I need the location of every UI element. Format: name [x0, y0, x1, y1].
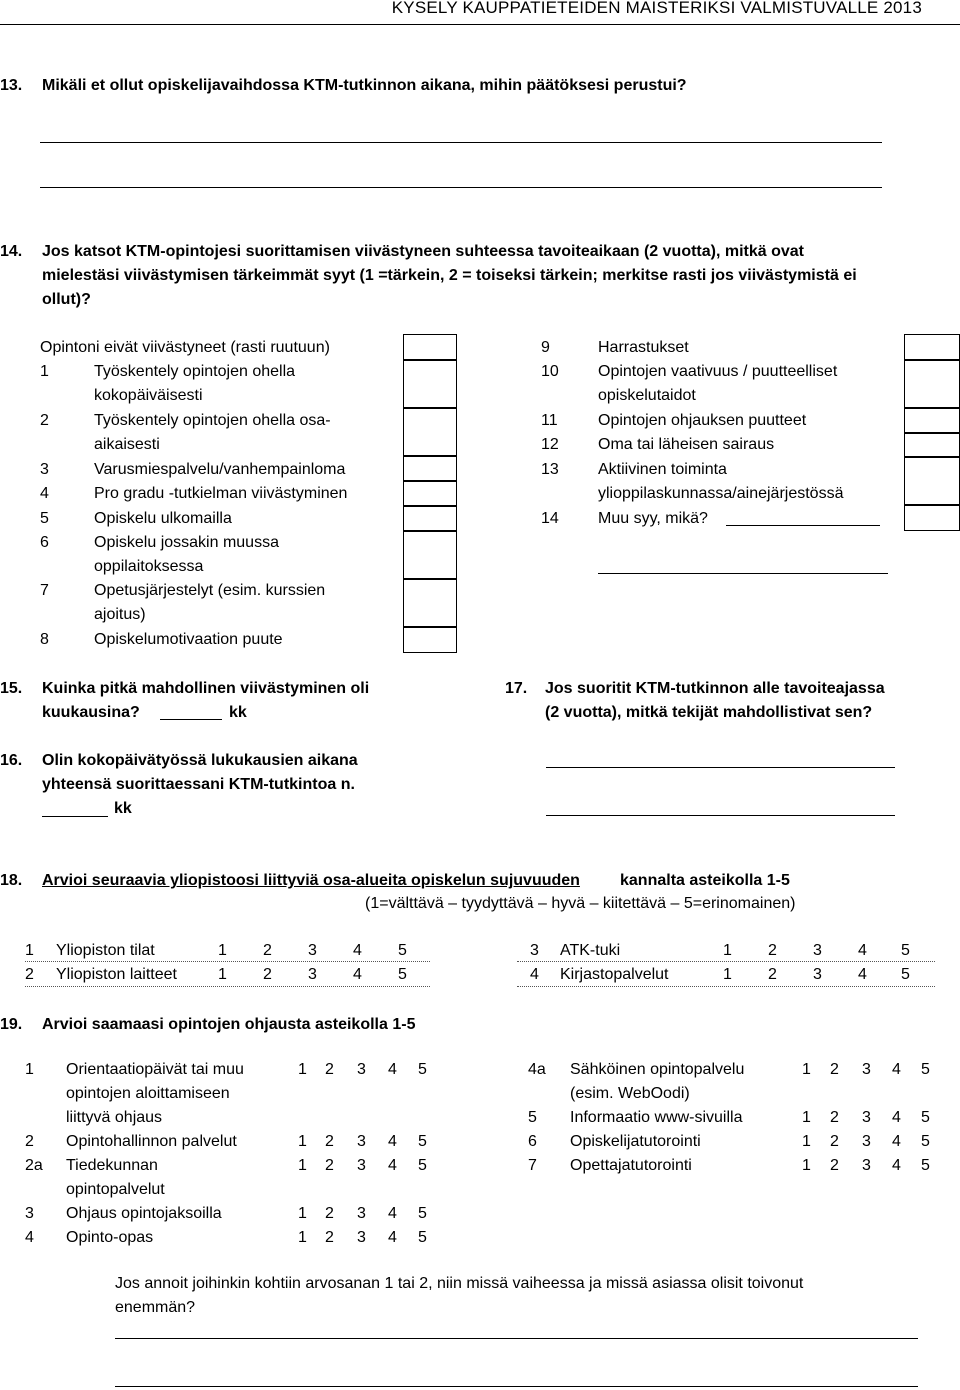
q14-answer-box[interactable]	[403, 627, 457, 653]
q19-item-label: opintojen aloittamiseen	[66, 1085, 230, 1102]
q19-rating-2[interactable]: 2	[325, 1133, 334, 1150]
q14-opt-label: Aktiivinen toiminta	[598, 461, 727, 478]
q19-item-label: Opiskelijatutorointi	[570, 1133, 701, 1150]
q14-opt-num: 2	[40, 412, 49, 429]
q18-rating-4[interactable]: 4	[858, 966, 867, 983]
q14-opt-label: Pro gradu -tutkielman viivästyminen	[94, 485, 348, 502]
q18-rating-1[interactable]: 1	[218, 942, 227, 959]
q19-item-label: Opettajatutorointi	[570, 1157, 692, 1174]
q19-rating-3[interactable]: 3	[357, 1229, 366, 1246]
q19-rating-1[interactable]: 1	[298, 1205, 307, 1222]
q19-rating-4[interactable]: 4	[388, 1205, 397, 1222]
q17-question-line-2: (2 vuotta), mitkä tekijät mahdollistivat sen?	[545, 704, 873, 721]
q19-rating-2[interactable]: 2	[325, 1061, 334, 1078]
q14-question-line-1: Jos katsot KTM-opintojesi suorittamisen viivästyneen suhteessa tavoiteaikaan (2 vuotta), mitkä ovat	[42, 243, 804, 260]
q19-item-num: 5	[528, 1109, 537, 1126]
q14-opt-label: Opintojen vaativuus / puutteelliset	[598, 363, 838, 380]
q19-rating-2[interactable]: 2	[325, 1229, 334, 1246]
q19-rating-2[interactable]: 2	[325, 1157, 334, 1174]
q14-answer-box[interactable]	[904, 433, 960, 457]
q14-opt-num: 3	[40, 461, 49, 478]
q15-unit: kk	[229, 704, 247, 721]
q14-opt-num: 4	[40, 485, 49, 502]
q14-opt-num: 11	[541, 412, 558, 429]
q17-answer-line-1[interactable]	[546, 767, 895, 768]
q18-rating-5[interactable]: 5	[901, 942, 910, 959]
q19-item-label: Orientaatiopäivät tai muu	[66, 1061, 244, 1078]
q13-number: 13.	[0, 77, 23, 94]
q15-question-line-1: Kuinka pitkä mahdollinen viivästyminen oli	[42, 680, 370, 697]
q18-row-divider	[517, 961, 935, 962]
q18-rating-5[interactable]: 5	[901, 966, 910, 983]
q14-number: 14.	[0, 243, 23, 260]
q14-opt-label: opiskelutaidot	[598, 387, 696, 404]
q19-rating-5[interactable]: 5	[921, 1133, 930, 1150]
q18-rating-2[interactable]: 2	[768, 966, 777, 983]
q19-item-label: Tiedekunnan	[66, 1157, 158, 1174]
q18-item-num: 1	[25, 942, 34, 959]
q14-opt-label: Työskentely opintojen ohella osa-	[94, 412, 331, 429]
q19-item-label: (esim. WebOodi)	[570, 1085, 690, 1102]
q18-item-label: Yliopiston tilat	[56, 942, 155, 959]
q19-followup-line-1: Jos annoit joihinkin kohtiin arvosanan 1 tai 2, niin missä vaiheessa ja missä asiassa olisit toivonut	[115, 1275, 804, 1292]
q19-rating-4[interactable]: 4	[892, 1061, 901, 1078]
q19-rating-5[interactable]: 5	[418, 1229, 427, 1246]
q14-answer-box[interactable]	[403, 456, 457, 481]
q19-item-label: Opinto-opas	[66, 1229, 154, 1246]
q19-rating-3[interactable]: 3	[357, 1133, 366, 1150]
q18-item-label: ATK-tuki	[560, 942, 621, 959]
q19-followup-line-2: enemmän?	[115, 1299, 196, 1316]
q14-opt-label: Opintojen ohjauksen puutteet	[598, 412, 807, 429]
q14-opt-label: Opiskelu ulkomailla	[94, 510, 232, 527]
q19-item-num: 4	[25, 1229, 34, 1246]
q19-rating-3[interactable]: 3	[357, 1157, 366, 1174]
q19-rating-5[interactable]: 5	[418, 1133, 427, 1150]
q18-rating-3[interactable]: 3	[813, 942, 822, 959]
q19-rating-1[interactable]: 1	[802, 1133, 811, 1150]
q18-rating-5[interactable]: 5	[398, 942, 407, 959]
q19-rating-4[interactable]: 4	[388, 1061, 397, 1078]
q18-number: 18.	[0, 872, 23, 889]
q14-opt-label: oppilaitoksessa	[94, 558, 204, 575]
q16-question-line-2: yhteensä suorittaessani KTM-tutkintoa n.	[42, 776, 355, 793]
header-rule	[0, 24, 960, 25]
q14-opt-label: Opetusjärjestelyt (esim. kurssien	[94, 582, 326, 599]
q14-opt-label: ajoitus)	[94, 606, 146, 623]
document-header: KYSELY KAUPPATIETEIDEN MAISTERIKSI VALMISTUVALLE 2013	[391, 0, 922, 17]
q19-rating-4[interactable]: 4	[388, 1157, 397, 1174]
q19-item-num: 2a	[25, 1157, 43, 1174]
q18-rating-1[interactable]: 1	[723, 966, 732, 983]
q19-rating-2[interactable]: 2	[830, 1157, 839, 1174]
q14-opt-num: 6	[40, 534, 49, 551]
q14-opt-label: kokopäiväisesti	[94, 387, 203, 404]
q17-question-line-1: Jos suoritit KTM-tutkinnon alle tavoiteajassa	[545, 680, 885, 697]
q14-opt-num: 12	[541, 436, 559, 453]
q19-followup-answer-line-2[interactable]	[115, 1386, 918, 1387]
q19-rating-5[interactable]: 5	[921, 1061, 930, 1078]
q18-rating-2[interactable]: 2	[768, 942, 777, 959]
q19-item-label: liittyvä ohjaus	[66, 1109, 163, 1126]
q18-rating-4[interactable]: 4	[353, 942, 362, 959]
q18-rating-2[interactable]: 2	[263, 966, 272, 983]
q19-rating-1[interactable]: 1	[802, 1109, 811, 1126]
q14-opt-label: Opiskelu jossakin muussa	[94, 534, 279, 551]
q18-item-num: 3	[530, 942, 539, 959]
q14-answer-box[interactable]	[403, 506, 457, 531]
q18-scale: (1=välttävä – tyydyttävä – hyvä – kiitettävä – 5=erinomainen)	[365, 895, 796, 912]
q18-rating-3[interactable]: 3	[308, 966, 317, 983]
q19-rating-2[interactable]: 2	[830, 1133, 839, 1150]
q18-rating-4[interactable]: 4	[353, 966, 362, 983]
q16-unit: kk	[114, 800, 132, 817]
q18-item-num: 4	[530, 966, 539, 983]
q19-rating-3[interactable]: 3	[862, 1061, 871, 1078]
q19-item-num: 7	[528, 1157, 537, 1174]
q14-answer-box[interactable]	[904, 505, 960, 531]
q14-other-reason-line-2[interactable]	[598, 573, 888, 574]
q16-number: 16.	[0, 752, 23, 769]
q18-row-divider	[25, 961, 430, 962]
q14-question-line-2: mielestäsi viivästymisen tärkeimmät syyt (1 =tärkein, 2 = toiseksi tärkein; merkitse rasti jos viivästymistä ei	[42, 267, 857, 284]
q19-rating-5[interactable]: 5	[921, 1109, 930, 1126]
q19-rating-3[interactable]: 3	[357, 1205, 366, 1222]
q14-opt-num: 7	[40, 582, 49, 599]
q14-answer-box[interactable]	[904, 334, 960, 360]
q19-rating-2[interactable]: 2	[325, 1205, 334, 1222]
q19-rating-4[interactable]: 4	[892, 1157, 901, 1174]
q19-rating-2[interactable]: 2	[830, 1061, 839, 1078]
q19-item-num: 4a	[528, 1061, 546, 1078]
q14-opt-none: Opintoni eivät viivästyneet (rasti ruutuun)	[40, 339, 330, 356]
q19-followup-answer-line-1[interactable]	[115, 1338, 918, 1339]
q14-answer-box[interactable]	[403, 531, 457, 579]
q19-rating-5[interactable]: 5	[418, 1205, 427, 1222]
q13-question: Mikäli et ollut opiskelijavaihdossa KTM-tutkinnon aikana, mihin päätöksesi perustui?	[42, 77, 687, 94]
q14-opt-label: Työskentely opintojen ohella	[94, 363, 296, 380]
q18-row-divider	[517, 986, 935, 987]
q18-rating-4[interactable]: 4	[858, 942, 867, 959]
q18-title-tail: kannalta asteikolla 1-5	[620, 872, 790, 889]
q18-rating-3[interactable]: 3	[813, 966, 822, 983]
q19-rating-4[interactable]: 4	[892, 1133, 901, 1150]
q19-item-label: Opintohallinnon palvelut	[66, 1133, 237, 1150]
q18-rating-1[interactable]: 1	[218, 966, 227, 983]
q14-opt-label: Opiskelumotivaation puute	[94, 631, 283, 648]
q14-question-line-3: ollut)?	[42, 291, 91, 308]
q19-item-label: Ohjaus opintojaksoilla	[66, 1205, 222, 1222]
q19-title: Arvioi saamaasi opintojen ohjausta asteikolla 1-5	[42, 1016, 416, 1033]
q14-answer-box[interactable]	[904, 360, 960, 408]
q14-opt-num: 1	[40, 363, 49, 380]
q19-item-label: Informaatio www-sivuilla	[570, 1109, 743, 1126]
q14-opt-num: 5	[40, 510, 49, 527]
q19-rating-1[interactable]: 1	[802, 1061, 811, 1078]
q19-rating-5[interactable]: 5	[418, 1061, 427, 1078]
q15-number: 15.	[0, 680, 23, 697]
q15-question-line-2: kuukausina?	[42, 704, 140, 721]
q14-opt-num: 14	[541, 510, 559, 527]
q14-answer-box[interactable]	[403, 408, 457, 456]
q19-item-num: 2	[25, 1133, 34, 1150]
q19-rating-2[interactable]: 2	[830, 1109, 839, 1126]
q18-rating-1[interactable]: 1	[723, 942, 732, 959]
q17-answer-line-2[interactable]	[546, 815, 895, 816]
q14-answer-box[interactable]	[904, 457, 960, 505]
q18-row-divider	[25, 986, 430, 987]
q18-item-num: 2	[25, 966, 34, 983]
q19-item-num: 1	[25, 1061, 34, 1078]
q18-title: Arvioi seuraavia yliopistoosi liittyviä osa-alueita opiskelun sujuvuuden	[42, 872, 580, 889]
q19-rating-3[interactable]: 3	[357, 1061, 366, 1078]
q13-answer-line-1[interactable]	[40, 142, 882, 143]
q19-number: 19.	[0, 1016, 23, 1033]
q19-rating-1[interactable]: 1	[298, 1061, 307, 1078]
q17-number: 17.	[505, 680, 528, 697]
q19-rating-3[interactable]: 3	[862, 1133, 871, 1150]
q18-item-label: Yliopiston laitteet	[56, 966, 177, 983]
q14-opt-label: Varusmiespalvelu/vanhempainloma	[94, 461, 346, 478]
q19-rating-1[interactable]: 1	[298, 1229, 307, 1246]
q19-rating-4[interactable]: 4	[892, 1109, 901, 1126]
q19-rating-1[interactable]: 1	[298, 1133, 307, 1150]
q14-opt-label: Harrastukset	[598, 339, 689, 356]
q19-item-num: 3	[25, 1205, 34, 1222]
q19-rating-3[interactable]: 3	[862, 1157, 871, 1174]
q19-item-label: Sähköinen opintopalvelu	[570, 1061, 745, 1078]
q18-item-label: Kirjastopalvelut	[560, 966, 669, 983]
q18-rating-3[interactable]: 3	[308, 942, 317, 959]
q14-answer-box[interactable]	[403, 579, 457, 627]
q19-rating-5[interactable]: 5	[418, 1157, 427, 1174]
q19-rating-4[interactable]: 4	[388, 1229, 397, 1246]
q13-answer-line-2[interactable]	[40, 187, 882, 188]
q15-months-input[interactable]	[160, 719, 222, 720]
q19-item-label: opintopalvelut	[66, 1181, 165, 1198]
q14-opt-label: aikaisesti	[94, 436, 160, 453]
q14-answer-box[interactable]	[403, 334, 457, 360]
q14-opt-label: Oma tai läheisen sairaus	[598, 436, 775, 453]
q14-opt-num: 9	[541, 339, 550, 356]
q14-answer-box[interactable]	[403, 481, 457, 506]
q14-opt-label: ylioppilaskunnassa/ainejärjestössä	[598, 485, 844, 502]
q19-rating-4[interactable]: 4	[388, 1133, 397, 1150]
q18-rating-5[interactable]: 5	[398, 966, 407, 983]
q18-rating-2[interactable]: 2	[263, 942, 272, 959]
q14-answer-box[interactable]	[403, 360, 457, 408]
q16-question-line-1: Olin kokopäivätyössä lukukausien aikana	[42, 752, 358, 769]
q14-opt-num: 10	[541, 363, 559, 380]
q14-answer-box[interactable]	[904, 408, 960, 433]
q14-opt-num: 13	[541, 461, 559, 478]
q19-rating-5[interactable]: 5	[921, 1157, 930, 1174]
q14-opt-label: Muu syy, mikä?	[598, 510, 708, 527]
q19-rating-1[interactable]: 1	[802, 1157, 811, 1174]
q19-rating-3[interactable]: 3	[862, 1109, 871, 1126]
q16-months-input[interactable]	[42, 816, 108, 817]
q19-item-num: 6	[528, 1133, 537, 1150]
q19-rating-1[interactable]: 1	[298, 1157, 307, 1174]
q14-opt-num: 8	[40, 631, 49, 648]
q14-other-reason-line[interactable]	[726, 525, 880, 526]
